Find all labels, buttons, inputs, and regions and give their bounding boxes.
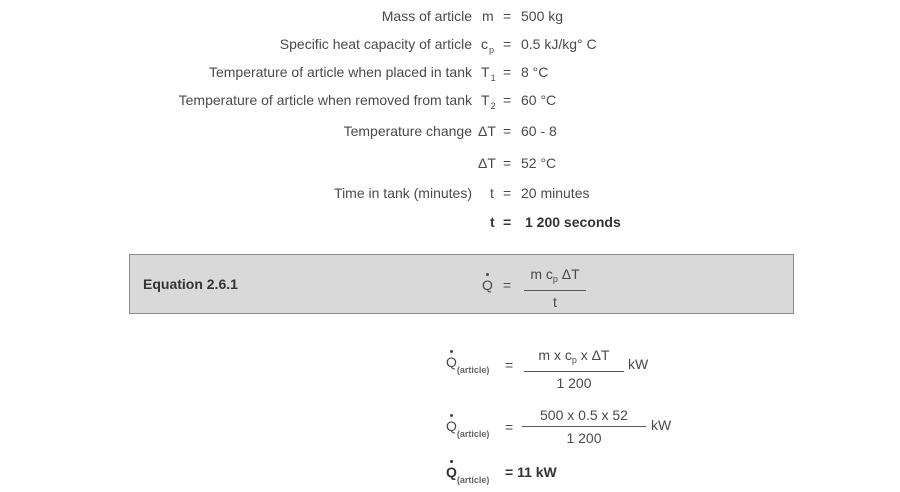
given-row-time-seconds [0,213,900,231]
given-value: 1 200 seconds [525,214,621,230]
equals-sign: = [503,8,512,24]
equals-sign: = [503,92,512,108]
fraction-bar [524,371,624,372]
given-symbol: ΔT [478,123,496,139]
heat-rate-symbol: $Q_{(article)}$ [446,354,490,375]
equals-sign: = [503,277,512,293]
given-row-time [0,184,900,202]
heat-rate-symbol: $Q_{(article)}$ [446,464,490,485]
given-row-mass [0,7,900,25]
equals-sign: = [505,357,514,373]
result-value: = 11 kW [505,464,557,480]
step-numerator: 500 x 0.5 x 52 [540,407,628,423]
equals-sign: = [503,36,512,52]
given-symbol: t [490,214,495,230]
fraction-bar [524,290,586,291]
equals-sign: = [503,123,512,139]
given-label: Temperature of article when removed from tank [178,92,472,108]
given-label: Mass of article [381,8,472,24]
given-value: 60 - 8 [521,123,557,139]
given-label: Time in tank (minutes) [334,185,472,201]
unit-label: kW [628,356,649,372]
given-row-temp-change-result [0,154,900,172]
given-row-temp-end [0,91,900,109]
given-value: 0.5 kJ/kg° C [521,36,597,52]
step-fraction [522,406,646,447]
given-symbol: $T_2$ [481,92,496,111]
given-row-specific-heat [0,35,900,53]
equals-sign: = [503,214,512,230]
equation-numerator: m $c_p$ ΔT [530,266,580,284]
given-row-temp-change [0,122,900,140]
equation-fraction [524,265,586,311]
step-denominator: 1 200 [566,430,602,446]
given-symbol: ΔT [478,155,496,171]
equation-box [129,254,794,314]
given-label: Temperature of article when placed in tank [208,64,472,80]
given-label: Temperature change [343,123,472,139]
fraction-bar [522,426,646,427]
step-fraction [524,346,624,392]
given-value: 8 °C [521,64,549,80]
equals-sign: = [505,419,514,435]
given-symbol: $c_p$ [481,36,495,55]
heat-rate-symbol: $Q_{(article)}$ [446,418,490,439]
unit-label: kW [651,417,672,433]
given-value: 52 °C [521,155,557,171]
given-row-temp-start [0,63,900,81]
equation-label: Equation 2.6.1 [143,276,238,292]
given-symbol: t [490,185,494,201]
given-symbol: m [482,8,494,24]
heat-rate-symbol: Q [482,277,493,293]
given-value: 500 kg [521,8,564,24]
equals-sign: = [503,64,512,80]
equals-sign: = [503,155,512,171]
equals-sign: = [503,185,512,201]
given-label: Specific heat capacity of article [279,36,472,52]
given-symbol: $T_1$ [481,64,496,83]
step-numerator: m x $c_p$ x ΔT [538,347,610,365]
given-value: 60 °C [521,92,557,108]
given-value: 20 minutes [521,185,590,201]
step-denominator: 1 200 [556,375,592,391]
equation-denominator: t [553,294,557,310]
